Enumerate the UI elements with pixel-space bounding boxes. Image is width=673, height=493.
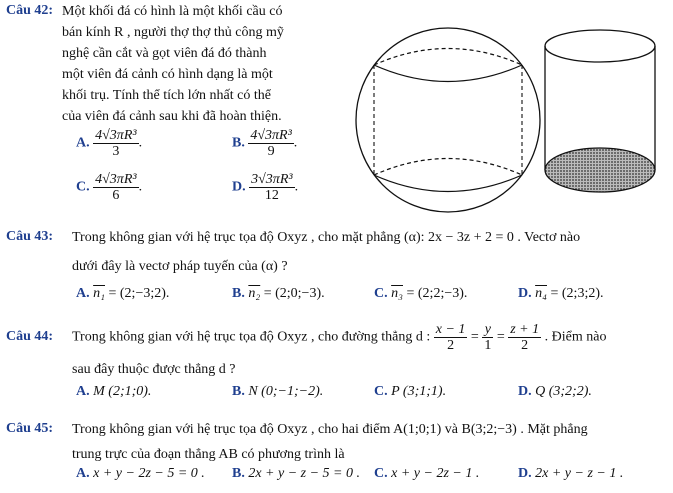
q45-option-b[interactable] <box>232 466 360 482</box>
option-label: A. <box>76 286 90 301</box>
line-eq-fraction-x <box>434 322 468 353</box>
option-text: x + y − 2z − 1 . <box>391 466 480 481</box>
option-text: P (3;1;1). <box>391 384 447 399</box>
q42-line-3: nghệ cần cắt và gọt viên đá đó thành <box>62 46 267 61</box>
fraction-numerator: 4√3πR³ <box>250 128 292 143</box>
fraction-numerator: z + 1 <box>510 322 540 337</box>
q43-option-b[interactable] <box>232 286 325 302</box>
normal-vector: n₂ <box>248 286 261 301</box>
option-text: x + y − 2z − 5 = 0 . <box>93 466 205 481</box>
option-label: B. <box>232 286 245 301</box>
q45-line-2: trung trực của đoạn thẳng AB có phương trình là <box>72 447 345 462</box>
q42-line-1: Một khối đá có hình là một khối cầu có <box>62 4 283 19</box>
fraction-numerator: 4√3πR³ <box>95 128 137 143</box>
q44-line-1-end: . Điểm nào <box>544 329 607 345</box>
q44-option-a[interactable] <box>76 384 151 400</box>
fraction-denominator: 3 <box>112 144 120 159</box>
vector-value: = (2;0;−3). <box>263 286 325 301</box>
vector-value: = (2;3;2). <box>550 286 604 301</box>
option-label: C. <box>76 179 90 195</box>
fraction-denominator: 2 <box>447 338 455 353</box>
option-text: N (0;−1;−2). <box>248 384 324 399</box>
q43-option-d[interactable] <box>518 286 604 302</box>
option-text: Q (3;2;2). <box>535 384 592 399</box>
option-label: B. <box>232 135 245 151</box>
answer-fraction <box>249 172 294 203</box>
q45-line-1: Trong không gian với hệ trục tọa độ Oxyz , cho hai điểm A(1;0;1) và B(3;2;−3) . Mặt phẳng <box>72 422 588 437</box>
q42-option-d[interactable]: D. $\frac{\text{3√3πR³}}{12}$ . <box>232 172 299 203</box>
q44-option-c[interactable] <box>374 384 446 400</box>
normal-vector: n₄ <box>535 286 547 301</box>
answer-fraction <box>248 128 293 159</box>
normal-vector: n₃ <box>391 286 403 301</box>
fraction-numerator: y <box>482 322 493 338</box>
equals-sign: = <box>496 329 505 345</box>
q42-line-2: bán kính R , người thợ thợ thủ công mỹ <box>62 25 284 40</box>
fraction-denominator: 12 <box>264 188 279 203</box>
fraction-numerator: x − 1 <box>435 322 466 337</box>
option-text: 2x + y − z − 1 . <box>535 466 624 481</box>
q44-line-1-text: Trong không gian với hệ trục tọa độ Oxyz , cho đường thẳng d : <box>72 329 431 345</box>
q42-option-b[interactable]: B. $\frac{\text{4√3πR³}}{9}$ . <box>232 128 298 159</box>
option-label: D. <box>232 179 246 195</box>
q43-option-a[interactable] <box>76 286 169 302</box>
equals-sign: = <box>470 329 479 345</box>
q43-line-1: Trong không gian với hệ trục tọa độ Oxyz , cho mặt phẳng (α): 2x − 3z + 2 = 0 . Vectơ nào <box>72 230 581 245</box>
q44-line-1 <box>72 322 606 353</box>
q44-option-d[interactable] <box>518 384 592 400</box>
option-label: A. <box>76 135 90 151</box>
q44-option-b[interactable] <box>232 384 323 400</box>
option-label: B. <box>232 384 245 399</box>
cylinder-shape <box>545 30 655 192</box>
vector-value: = (2;2;−3). <box>406 286 468 301</box>
fraction-denominator: 9 <box>267 144 275 159</box>
option-text: M (2;1;0). <box>93 384 152 399</box>
option-label: A. <box>76 384 90 399</box>
fraction-denominator: 1 <box>484 338 492 353</box>
option-label: C. <box>374 286 388 301</box>
q42-option-c[interactable]: C. $\frac{\text{4√3πR³}}{6}$ . <box>76 172 143 203</box>
option-text: 2x + y − z − 5 = 0 . <box>248 466 361 481</box>
q45-option-a[interactable] <box>76 466 205 482</box>
q44-label: Câu 44: <box>6 329 54 344</box>
option-label: C. <box>374 384 388 399</box>
fraction-denominator: 6 <box>112 188 120 203</box>
option-label: D. <box>518 384 532 399</box>
q43-label: Câu 43: <box>6 229 54 244</box>
q44-line-2: sau đây thuộc được thẳng d ? <box>72 362 236 377</box>
sphere-cylinder-figure <box>350 20 670 220</box>
fraction-numerator: 4√3πR³ <box>95 172 137 187</box>
q42-line-5: khối trụ. Tính thể tích lớn nhất có thể <box>62 88 271 103</box>
q42-option-a[interactable]: A. $\frac{\text{4√3πR³}}{3}$ . <box>76 128 143 159</box>
fraction-numerator: 3√3πR³ <box>251 172 293 187</box>
line-eq-fraction-y <box>482 322 493 353</box>
q43-line-2: dưới đây là vectơ pháp tuyến của (α) ? <box>72 259 288 274</box>
q42-line-4: một viên đá cảnh có hình dạng là một <box>62 67 273 82</box>
q45-option-c[interactable] <box>374 466 479 482</box>
q42-line-6: của viên đá cảnh sau khi đã hoàn thiện. <box>62 109 282 124</box>
option-label: B. <box>232 466 245 481</box>
q42-label: Câu 42: <box>6 3 54 18</box>
option-label: C. <box>374 466 388 481</box>
line-eq-fraction-z <box>508 322 541 353</box>
normal-vector: n₁ <box>93 286 105 301</box>
sphere-shape <box>356 28 540 212</box>
q45-label: Câu 45: <box>6 421 54 436</box>
q45-option-d[interactable] <box>518 466 623 482</box>
option-label: D. <box>518 466 532 481</box>
option-label: D. <box>518 286 532 301</box>
q43-option-c[interactable] <box>374 286 467 302</box>
fraction-denominator: 2 <box>521 338 529 353</box>
vector-value: = (2;−3;2). <box>108 286 170 301</box>
answer-fraction <box>93 172 138 203</box>
answer-fraction <box>93 128 138 159</box>
option-label: A. <box>76 466 90 481</box>
